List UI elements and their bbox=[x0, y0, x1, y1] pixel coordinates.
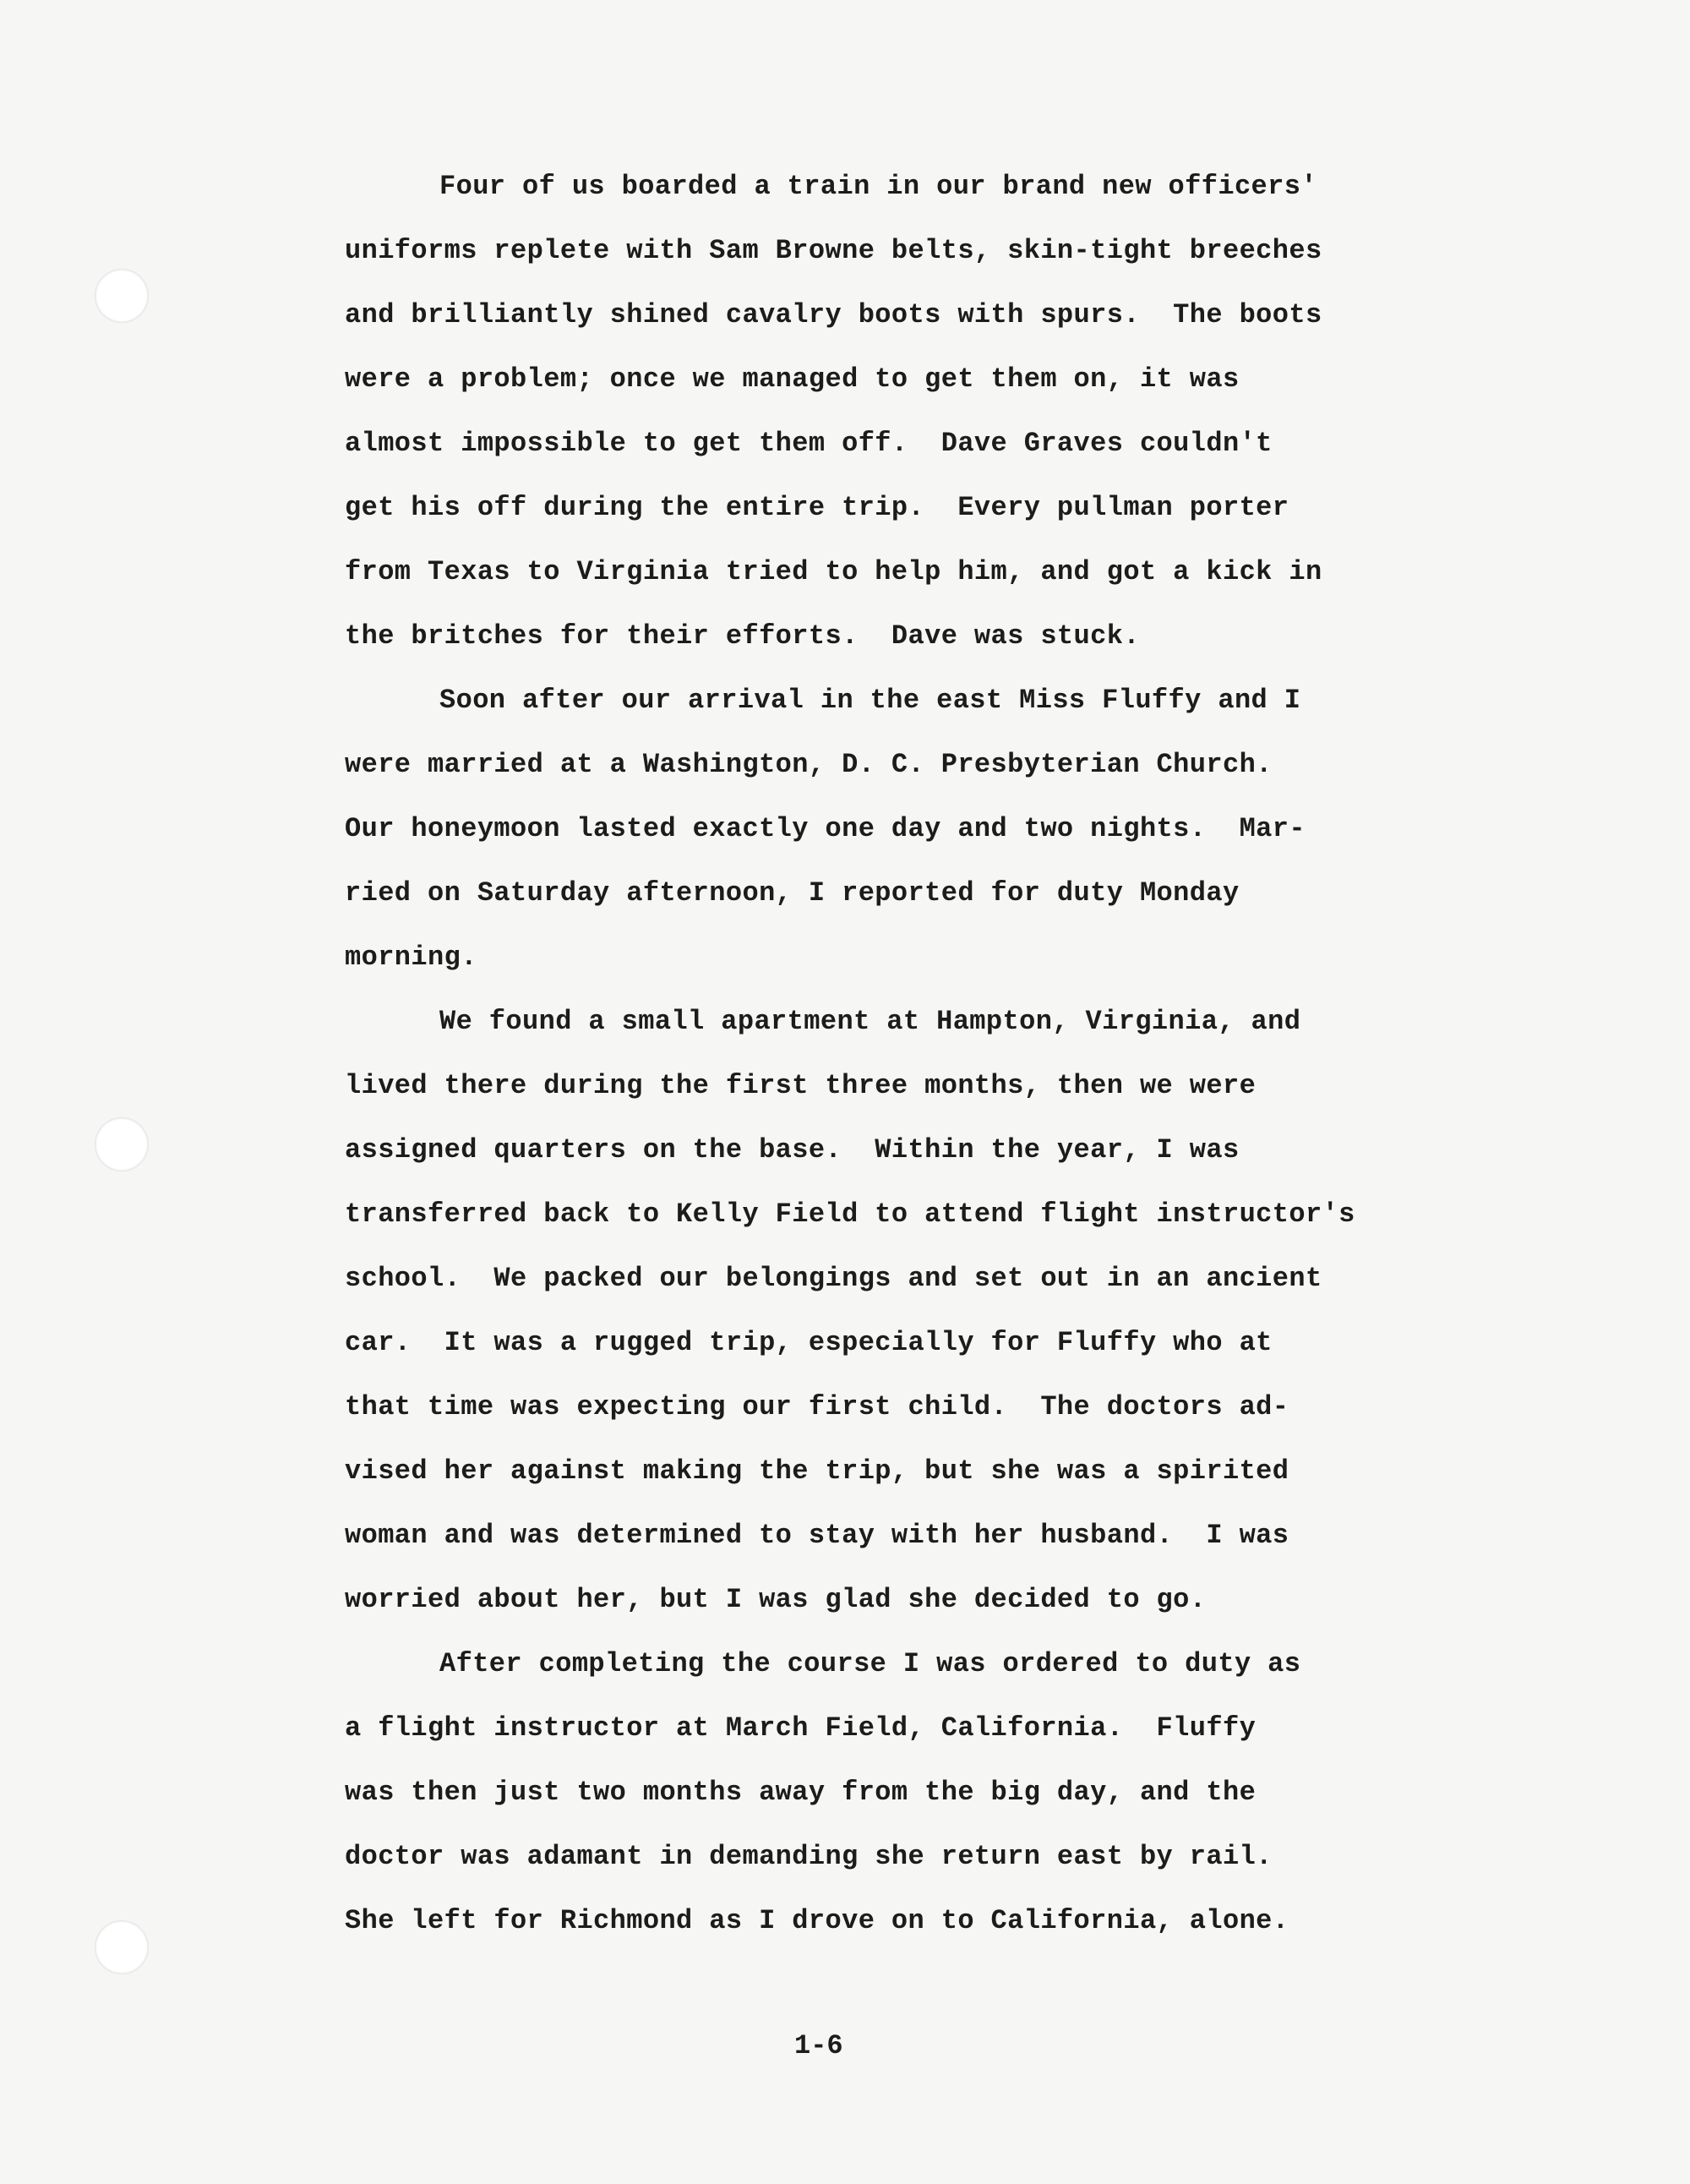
text-line: We found a small apartment at Hampton, Virginia, and bbox=[439, 1006, 1301, 1037]
text-line: Four of us boarded a train in our brand new officers' bbox=[439, 171, 1317, 202]
text-line: She left for Richmond as I drove on to California, alone. bbox=[345, 1905, 1289, 1936]
text-line: Soon after our arrival in the east Miss Fluffy and I bbox=[439, 685, 1301, 716]
punch-hole-bottom bbox=[95, 1920, 149, 1974]
text-line: woman and was determined to stay with her husband. I was bbox=[345, 1520, 1289, 1551]
text-line: Our honeymoon lasted exactly one day and two nights. Mar- bbox=[345, 813, 1306, 844]
text-line: were a problem; once we managed to get them on, it was bbox=[345, 363, 1240, 395]
page-number: 1-6 bbox=[794, 2030, 843, 2061]
text-line: and brilliantly shined cavalry boots with spurs. The boots bbox=[345, 299, 1322, 330]
text-line: was then just two months away from the big day, and the bbox=[345, 1777, 1257, 1808]
text-line: get his off during the entire trip. Every pullman porter bbox=[345, 492, 1289, 523]
punch-hole-top bbox=[95, 269, 149, 323]
text-line: almost impossible to get them off. Dave Graves couldn't bbox=[345, 428, 1273, 459]
text-line: uniforms replete with Sam Browne belts, skin-tight breeches bbox=[345, 235, 1322, 266]
text-line: assigned quarters on the base. Within the year, I was bbox=[345, 1134, 1240, 1166]
text-line: from Texas to Virginia tried to help him, and got a kick in bbox=[345, 556, 1322, 587]
body-text bbox=[345, 155, 1528, 1953]
text-line: were married at a Washington, D. C. Presbyterian Church. bbox=[345, 749, 1273, 780]
text-line: that time was expecting our first child. The doctors ad- bbox=[345, 1391, 1289, 1422]
text-line: ried on Saturday afternoon, I reported for duty Monday bbox=[345, 877, 1240, 909]
text-line: vised her against making the trip, but she was a spirited bbox=[345, 1455, 1289, 1487]
text-line: morning. bbox=[345, 942, 477, 973]
text-line: doctor was adamant in demanding she return east by rail. bbox=[345, 1841, 1273, 1872]
text-line: worried about her, but I was glad she decided to go. bbox=[345, 1584, 1207, 1615]
text-line: a flight instructor at March Field, California. Fluffy bbox=[345, 1712, 1257, 1744]
text-line: lived there during the first three months, then we were bbox=[345, 1070, 1257, 1101]
text-line: school. We packed our belongings and set out in an ancient bbox=[345, 1263, 1322, 1294]
text-line: the britches for their efforts. Dave was stuck. bbox=[345, 620, 1140, 652]
text-line: car. It was a rugged trip, especially for Fluffy who at bbox=[345, 1327, 1273, 1358]
text-line: transferred back to Kelly Field to attend flight instructor's bbox=[345, 1198, 1355, 1230]
text-line: After completing the course I was ordered to duty as bbox=[439, 1648, 1301, 1679]
punch-hole-middle bbox=[95, 1117, 149, 1171]
